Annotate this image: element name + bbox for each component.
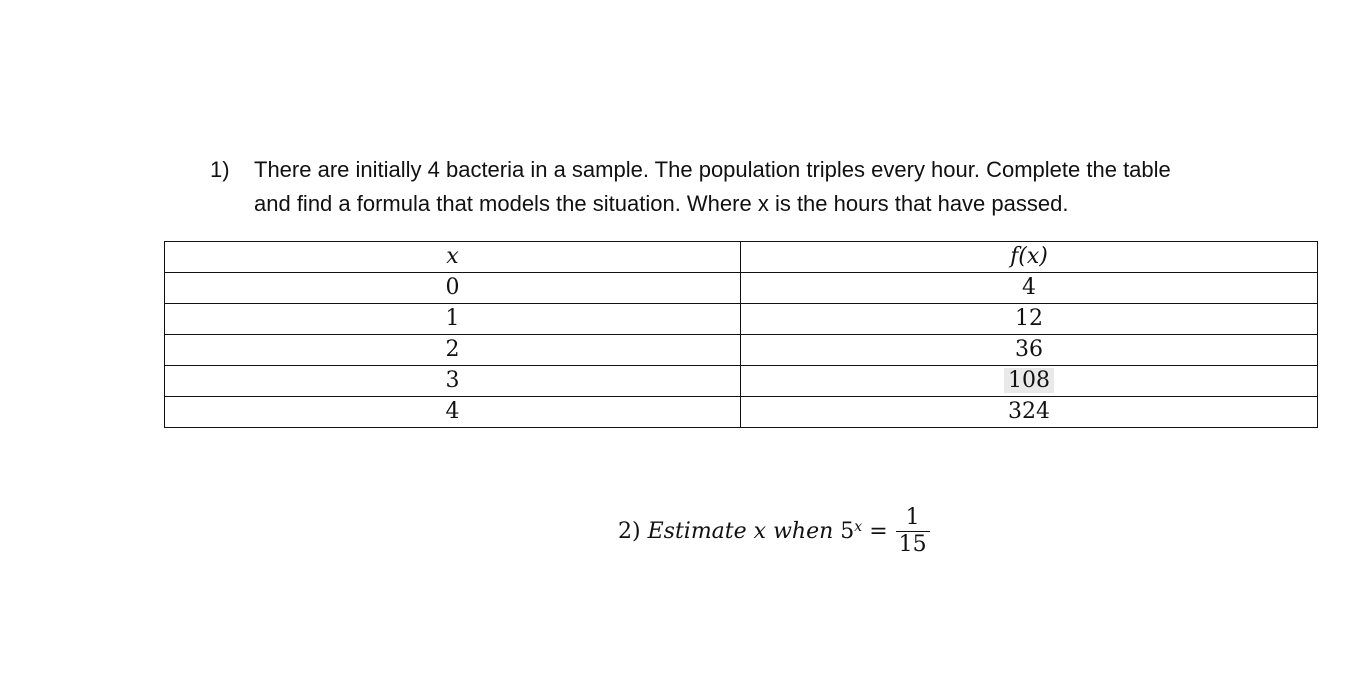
fraction-denominator: 15 — [898, 531, 927, 557]
cell-fx: 12 — [741, 304, 1318, 335]
question-2-variable: x — [753, 518, 767, 544]
table-row — [165, 397, 1318, 428]
question-2-word-estimate: Estimate — [647, 518, 747, 544]
column-header-x: x — [165, 242, 741, 273]
function-table — [164, 241, 1318, 428]
cell-fx: 4 — [741, 273, 1318, 304]
table-row — [165, 335, 1318, 366]
cell-fx: 36 — [741, 335, 1318, 366]
question-1-line-2: and find a formula that models the situation. Where x is the hours that have passed. — [254, 191, 1069, 216]
table-row — [165, 366, 1318, 397]
table-header-row — [165, 242, 1318, 273]
highlighted-value: 108 — [1004, 368, 1054, 393]
table-row — [165, 273, 1318, 304]
fraction-numerator: 1 — [905, 504, 920, 530]
cell-x: 3 — [165, 366, 741, 397]
table-row — [165, 304, 1318, 335]
cell-fx — [741, 366, 1318, 397]
question-2-prefix: 2) — [618, 518, 641, 544]
cell-x: 4 — [165, 397, 741, 428]
question-1-number: 1) — [210, 157, 230, 182]
question-2-fraction — [896, 505, 930, 558]
cell-x: 0 — [165, 273, 741, 304]
cell-x: 1 — [165, 304, 741, 335]
question-1-text — [254, 153, 1320, 221]
question-2-word-when: when — [773, 518, 834, 544]
question-2-exponent: x — [854, 519, 863, 535]
question-2-equals: = — [869, 518, 888, 544]
question-1-line-1: There are initially 4 bacteria in a sample. The population triples every hour. Complete the table — [254, 157, 1171, 182]
column-header-fx: f(x) — [741, 242, 1318, 273]
question-2-base: 5 — [840, 518, 855, 544]
question-2 — [618, 496, 930, 566]
cell-fx: 324 — [741, 397, 1318, 428]
cell-x: 2 — [165, 335, 741, 366]
